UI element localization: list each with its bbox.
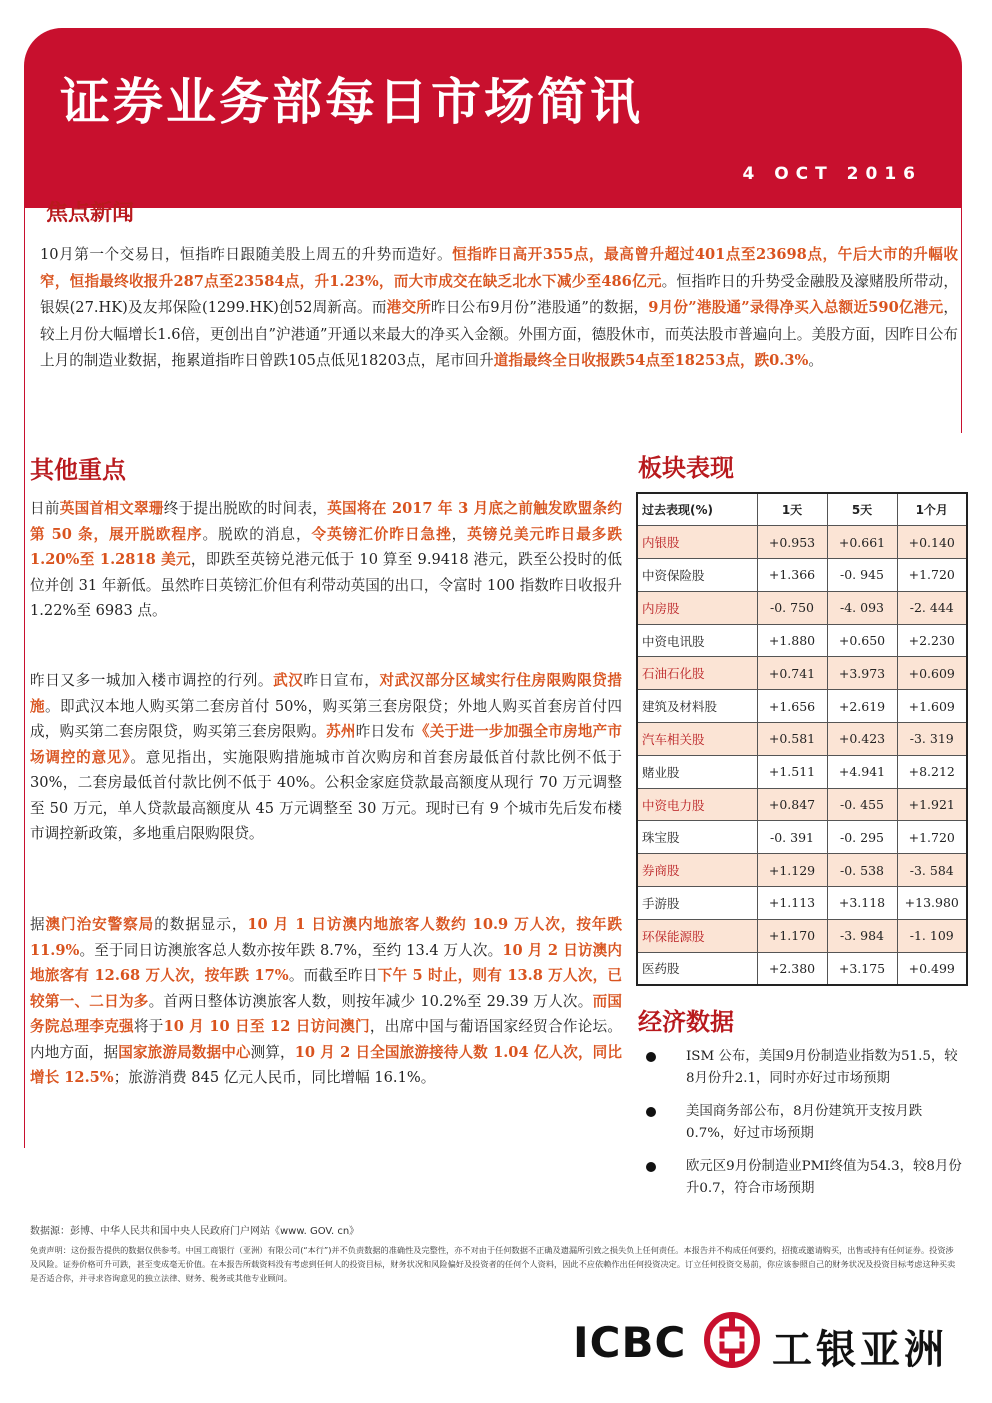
bullet-icon [646,1052,656,1062]
focus-news-title: 焦点新闻 [46,201,135,226]
value-1m: +0.499 [897,952,967,985]
value-1m: -3. 584 [897,854,967,887]
value-5d: +0.650 [827,624,897,657]
value-1d: +1.656 [757,690,827,723]
value-5d: -4. 093 [827,591,897,624]
value-1m: -1. 109 [897,919,967,952]
list-item [646,1101,964,1145]
sector-name: 石油石化股 [637,657,757,690]
header-1d: 1天 [757,493,827,526]
table-row [637,821,967,854]
value-1d: -0. 391 [757,821,827,854]
highlight-text: 而国务院总理李克强 [30,992,622,1035]
sector-name: 中资电力股 [637,788,757,821]
highlight-text: 国家旅游局数据中心 [118,1043,251,1061]
body-text: ，即跌至英镑兑港元低于 10 算至 9.9418 港元，跌至公投时的低位并创 31 年新低。虽然昨日英镑汇价但有利带动英国的出口，令富时 100 指数昨日收报升 1.22%至 6983 点。 [30,551,622,619]
table-row [637,788,967,821]
body-text: 。即武汉本地人购买第二套房首付 50%，购买第三套房限贷；外地人购买首套房首付四成，购买第二套房限贷，购买第三套房限购。 [30,697,622,740]
value-5d: -0. 945 [827,559,897,592]
data-source: 数据源：彭博、中华人民共和国中央人民政府门户网站《www. GOV. cn》 [30,1226,360,1237]
brexit-paragraph [30,496,622,624]
highlight-text: 英国首相文翠珊 [59,500,164,517]
value-5d: +3.175 [827,952,897,985]
body-text: ，出席中国与葡语国家经贸合作论坛。内地方面，据 [30,1018,622,1061]
economic-data-list [646,1046,964,1211]
value-1d: -0. 750 [757,591,827,624]
value-1d: +0.741 [757,657,827,690]
value-1m: -3. 319 [897,723,967,756]
list-item [646,1156,964,1200]
body-text: 将于 [133,1018,164,1035]
highlight-text: 苏州 [326,723,356,740]
table-row [637,526,967,559]
table-row [637,854,967,887]
economic-item-text: 欧元区9月份制造业PMI终值为54.3，较8月份升0.7，符合市场预期 [686,1159,962,1196]
body-text: 昨日宣布， [303,672,380,689]
value-1m: +1.720 [897,559,967,592]
value-5d: +0.423 [827,723,897,756]
body-text: 10月第一个交易日，恒指昨日跟随美股上周五的升势而造好。 [40,246,453,263]
table-row [637,919,967,952]
body-text: 。脱欧的消息， [202,525,312,543]
value-5d: +0.661 [827,526,897,559]
value-1d: +1.880 [757,624,827,657]
value-1m: +2.230 [897,624,967,657]
table-row [637,591,967,624]
highlight-text: 10 月 2 日访澳内地旅客有 12.68 万人次，按年跌 17% [30,941,622,984]
highlight-text: 下午 5 时止，则有 13.8 万人次，已较第一、二日为多 [30,967,622,1010]
body-text: 。恒指昨日的升势受金融股及濠赌股所带动，银娱(27.HK)及友邦保险(1299.HK)创52周新高。而 [40,272,958,316]
body-text: 。至于同日访澳旅客总人数亦按年跌 8.7%，至约 13.4 万人次。 [79,941,503,959]
body-text: 。首两日整体访澳旅客人数，则按年减少 10.2%至 29.39 万人次。 [148,992,593,1010]
body-text: 据 [30,916,46,933]
table-row [637,657,967,690]
body-text: 。而截至昨日 [288,967,378,984]
sector-name: 汽车相关股 [637,723,757,756]
value-5d: -0. 538 [827,854,897,887]
highlight-text: 英镑兑美元昨日最多跌 1.20%至 1.2818 美元 [30,525,622,568]
sector-name: 中资电讯股 [637,624,757,657]
bullet-icon [646,1107,656,1117]
other-highlights-title: 其他重点 [30,456,126,484]
body-text: ，较上月份大幅增长1.6倍，更创出自”沪港通”开通以来最大的净买入金额。外围方面，德股休市，而英法股市普遍向上。美股方面，因昨日公布上月的制造业数据，拖累道指昨日曾跌105点低见18203点，尾市回升 [40,299,958,369]
value-1m: +13.980 [897,887,967,920]
highlight-text: 令英镑汇价昨日急挫 [311,525,452,543]
table-row [637,887,967,920]
sector-name: 珠宝股 [637,821,757,854]
sector-table-body [637,526,967,985]
table-row [637,755,967,788]
body-text: 。 [808,352,823,369]
body-text: 。意见指出，实施限购措施城市首次购房和首套房最低首付款比例不低于 30%，二套房最低首付款比例不低于 40%。公积金家庭贷款最高额度从现行 70 万元调整至 50 万元，单人贷款最高额度从 45 万元调整至 30 万元。现时已有 9 个城市先后发布楼市调控新政策，多地重启限购限贷。 [30,748,622,842]
body-text: ， [451,525,468,543]
sector-name: 医药股 [637,952,757,985]
sector-name: 券商股 [637,854,757,887]
table-header-row [637,493,967,526]
value-5d: +4.941 [827,755,897,788]
value-1d: +0.581 [757,723,827,756]
highlight-text: 恒指昨日高开355点，最高曾升超过401点至23698点，午后大市的升幅收窄，恒指最终收报升287点至23584点，升1.23%，而大市成交在缺乏北水下减少至486亿元 [40,246,958,290]
sector-name: 建筑及材料股 [637,690,757,723]
icbc-logo-icon [704,1312,760,1368]
value-1d: +0.953 [757,526,827,559]
highlight-text: 《关于进一步加强全市房地产市场调控的意见》 [30,723,622,766]
header-banner [24,28,962,208]
header-period: 过去表现(%) [637,493,757,526]
value-5d: -0. 295 [827,821,897,854]
body-text: 昨日发布 [355,723,415,740]
body-text: 的数据显示， [154,916,248,933]
highlight-text: 英国将在 2017 年 3 月底之前触发欧盟条约第 50 条，展开脱欧程序 [30,500,622,543]
value-1m: +1.720 [897,821,967,854]
body-text: 测算， [250,1043,295,1061]
value-5d: +3.973 [827,657,897,690]
highlight-text: 澳门治安警察局 [45,916,155,933]
header-5d: 5天 [827,493,897,526]
body-text: 昨日公布9月份”港股通”的数据， [431,299,649,316]
value-5d: -3. 984 [827,919,897,952]
table-row [637,624,967,657]
body-text: 日前 [30,500,60,517]
economic-data-title: 经济数据 [638,1008,734,1036]
sector-performance-title: 板块表现 [638,454,734,482]
highlight-text: 9月份”港股通”录得净买入总额近590亿港元 [648,299,944,316]
economic-item-text: ISM 公布，美国9月份制造业指数为51.5，较8月份升2.1，同时亦好过市场预期 [686,1049,958,1086]
macau-tourism-paragraph [30,912,622,1091]
sector-name: 内银股 [637,526,757,559]
icbc-asia-logo-text: 工银亚洲 [772,1327,948,1373]
sector-name: 中资保险股 [637,559,757,592]
property-paragraph [30,668,622,847]
value-1d: +1.129 [757,854,827,887]
report-date: 4 OCT 2016 [742,164,922,184]
value-5d: -0. 455 [827,788,897,821]
highlight-text: 10 月 1 日访澳内地旅客人数约 10.9 万人次，按年跌 11.9% [30,916,622,959]
disclaimer: 免责声明：这份报告提供的数据仅供参考。中国工商银行（亚洲）有限公司(“本行”)并不负责数据的准确性及完整性，亦不对由于任何数据不正确及遗漏所引致之损失负上任何责任。本报告并不构成任何要约，招揽或邀请购买，出售或持有任何证券。投资涉及风险。证券价格可升可跌，甚至变成毫无价值。在本报告所载资料没有考虑到任何人的投资目标，财务状况和风险偏好及投资者的任何个人资料，因此不应依赖作出任何投资决定。订立任何投资交易前，你应该参照自己的财务状况及投资目标考虑这种买卖是否适合你，并寻求咨询意见的独立法律、财务、税务或其他专业顾问。 [30,1245,956,1283]
value-1d: +1.366 [757,559,827,592]
sector-name: 内房股 [637,591,757,624]
highlight-text: 道指最终全日收报跌54点至18253点，跌0.3% [493,352,809,369]
page-title: 证券业务部每日市场简讯 [60,73,643,131]
value-1m: -2. 444 [897,591,967,624]
value-1d: +1.511 [757,755,827,788]
table-row [637,952,967,985]
sector-name: 手游股 [637,887,757,920]
value-1m: +1.921 [897,788,967,821]
sector-name: 环保能源股 [637,919,757,952]
sector-name: 赌业股 [637,755,757,788]
value-1d: +0.847 [757,788,827,821]
table-row [637,723,967,756]
highlight-text: 武汉 [273,672,304,689]
sector-performance-table [636,492,968,986]
highlight-text: 港交所 [386,299,432,316]
value-1m: +8.212 [897,755,967,788]
body-text: ；旅游消费 845 亿元人民币，同比增幅 16.1%。 [113,1069,436,1086]
highlight-text: 10 月 10 日至 12 日访问澳门 [163,1018,370,1035]
value-1d: +1.170 [757,919,827,952]
focus-news-body [40,242,958,375]
value-1d: +1.113 [757,887,827,920]
value-1d: +2.380 [757,952,827,985]
value-1m: +1.609 [897,690,967,723]
highlight-text: 10 月 2 日全国旅游接待人数 1.04 亿人次，同比增长 12.5% [30,1043,622,1086]
table-row [637,690,967,723]
highlight-text: 对武汉部分区域实行住房限购限贷措施 [30,672,622,715]
value-5d: +2.619 [827,690,897,723]
value-1m: +0.140 [897,526,967,559]
value-1m: +0.609 [897,657,967,690]
value-5d: +3.118 [827,887,897,920]
bullet-icon [646,1162,656,1172]
list-item [646,1046,964,1090]
body-text: 昨日又多一城加入楼市调控的行列。 [30,672,274,689]
icbc-logo-text: ICBC [573,1318,687,1367]
table-row [637,559,967,592]
economic-item-text: 美国商务部公布，8月份建筑开支按月跌0.7%，好过市场预期 [686,1104,923,1141]
body-text: 终于提出脱欧的时间表， [163,500,328,517]
header-1m: 1个月 [897,493,967,526]
